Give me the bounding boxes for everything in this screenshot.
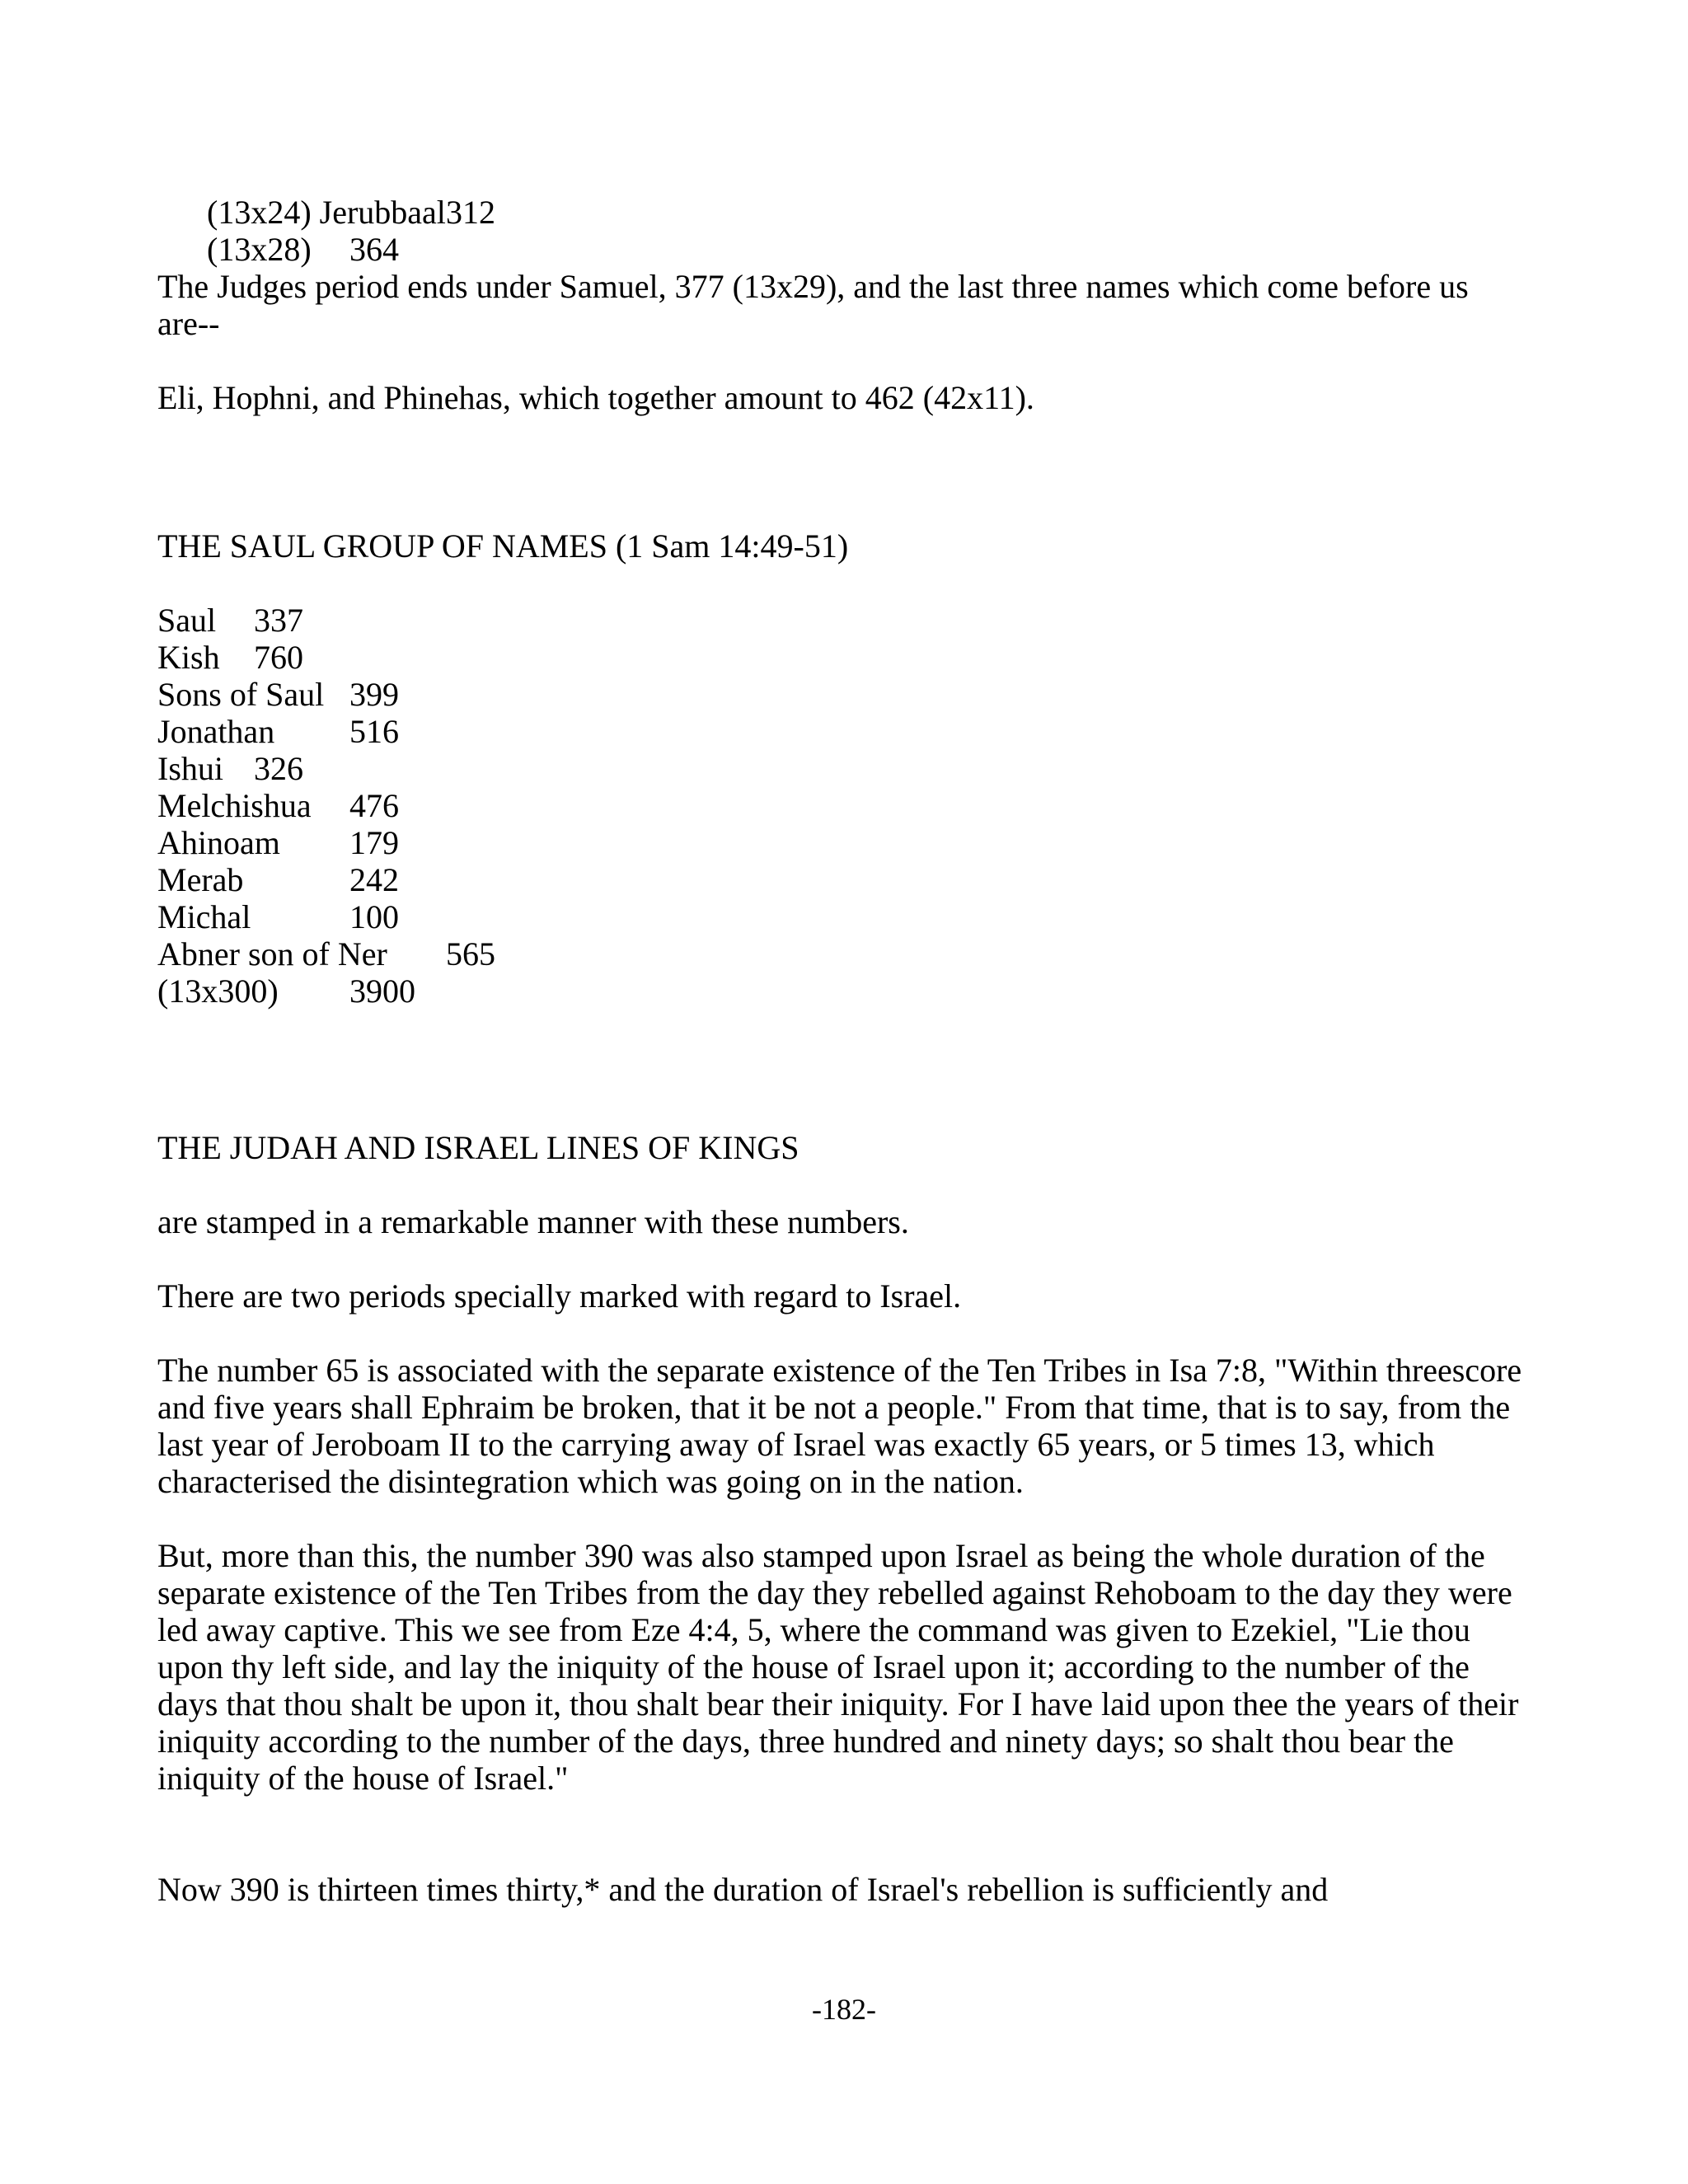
- list-item: [157, 602, 570, 639]
- list-item-name: Ahinoam: [157, 824, 280, 861]
- list-item-name: Jonathan: [157, 713, 275, 750]
- list-item: [157, 935, 570, 972]
- list-item: [157, 713, 570, 750]
- list-item-name: Melchishua: [157, 787, 312, 824]
- kings-paragraph: Now 390 is thirteen times thirty,* and the duration of Israel's rebellion is sufficiently and: [157, 1871, 1329, 1908]
- kings-paragraph: The number 65 is associated with the separate existence of the Ten Tribes in Isa 7:8, "Within threescore and five years shall Ephraim be broken, that it be not a people." From that time, that is to say, from the last year of Jeroboam II to the carrying away of Israel was exactly 65 years, or 5 times 13, which characterised the disintegration which was going on in the nation.: [157, 1352, 1522, 1500]
- list-item-name: Saul: [157, 602, 217, 639]
- list-item-name: Abner son of Ner: [157, 935, 387, 972]
- top-row-value: 364: [349, 231, 399, 268]
- list-item: [157, 639, 570, 676]
- top-row: [157, 194, 446, 268]
- list-item-name: Kish: [157, 639, 220, 676]
- list-item: [157, 824, 570, 861]
- list-item-value: 326: [254, 750, 303, 787]
- top-row-value: 312: [446, 194, 495, 231]
- kings-paragraph: are stamped in a remarkable manner with these numbers.: [157, 1203, 909, 1240]
- list-item-value: 565: [446, 935, 495, 972]
- judges-end-paragraph: The Judges period ends under Samuel, 377 (13x29), and the last three names which come before us are--: [157, 268, 1469, 342]
- top-row: [157, 157, 495, 231]
- list-item: [157, 898, 570, 935]
- list-item: [157, 787, 570, 824]
- list-item: [157, 676, 570, 713]
- list-item-name: Michal: [157, 898, 251, 935]
- kings-heading: THE JUDAH AND ISRAEL LINES OF KINGS: [157, 1129, 799, 1166]
- kings-paragraph: But, more than this, the number 390 was also stamped upon Israel as being the whole duration of the separate existence of the Ten Tribes from the day they rebelled against Rehoboam to the day they were led away captive. This we see from Eze 4:4, 5, where the command was given to Ezekiel, "Lie thou upon thy left side, and lay the iniquity of the house of Israel upon it; according to the number of the days that thou shalt be upon it, thou shalt bear their iniquity. For I have laid upon thee the years of their iniquity according to the number of the days, three hundred and ninety days; so shalt thou bear the iniquity of the house of Israel.": [157, 1537, 1519, 1797]
- page-number: -182-: [812, 1993, 876, 2026]
- list-item-value: 476: [349, 787, 399, 824]
- list-item-value: 100: [349, 898, 399, 935]
- list-item: [157, 972, 570, 1010]
- list-item-value: 242: [349, 861, 399, 898]
- list-item-value: 179: [349, 824, 399, 861]
- saul-list: [157, 602, 570, 1010]
- list-item: [157, 750, 570, 787]
- saul-heading: THE SAUL GROUP OF NAMES (1 Sam 14:49-51): [157, 527, 849, 565]
- list-item-name: Merab: [157, 861, 244, 898]
- list-item-value: 760: [254, 639, 303, 676]
- top-row-label: (13x24) Jerubbaal: [207, 194, 446, 231]
- list-item-value: 516: [349, 713, 399, 750]
- list-item-value: 399: [349, 676, 399, 713]
- eli-paragraph: Eli, Hophni, and Phinehas, which together amount to 462 (42x11).: [157, 379, 1034, 416]
- kings-paragraph: There are two periods specially marked with regard to Israel.: [157, 1277, 962, 1315]
- list-item-value: 337: [254, 602, 303, 639]
- list-item: [157, 861, 570, 898]
- list-item-name: (13x300): [157, 972, 279, 1010]
- top-row-label: (13x28): [207, 231, 312, 268]
- list-item-value: 3900: [349, 972, 415, 1010]
- list-item-name: Ishui: [157, 750, 223, 787]
- list-item-name: Sons of Saul: [157, 676, 325, 713]
- top-rows: [157, 157, 495, 268]
